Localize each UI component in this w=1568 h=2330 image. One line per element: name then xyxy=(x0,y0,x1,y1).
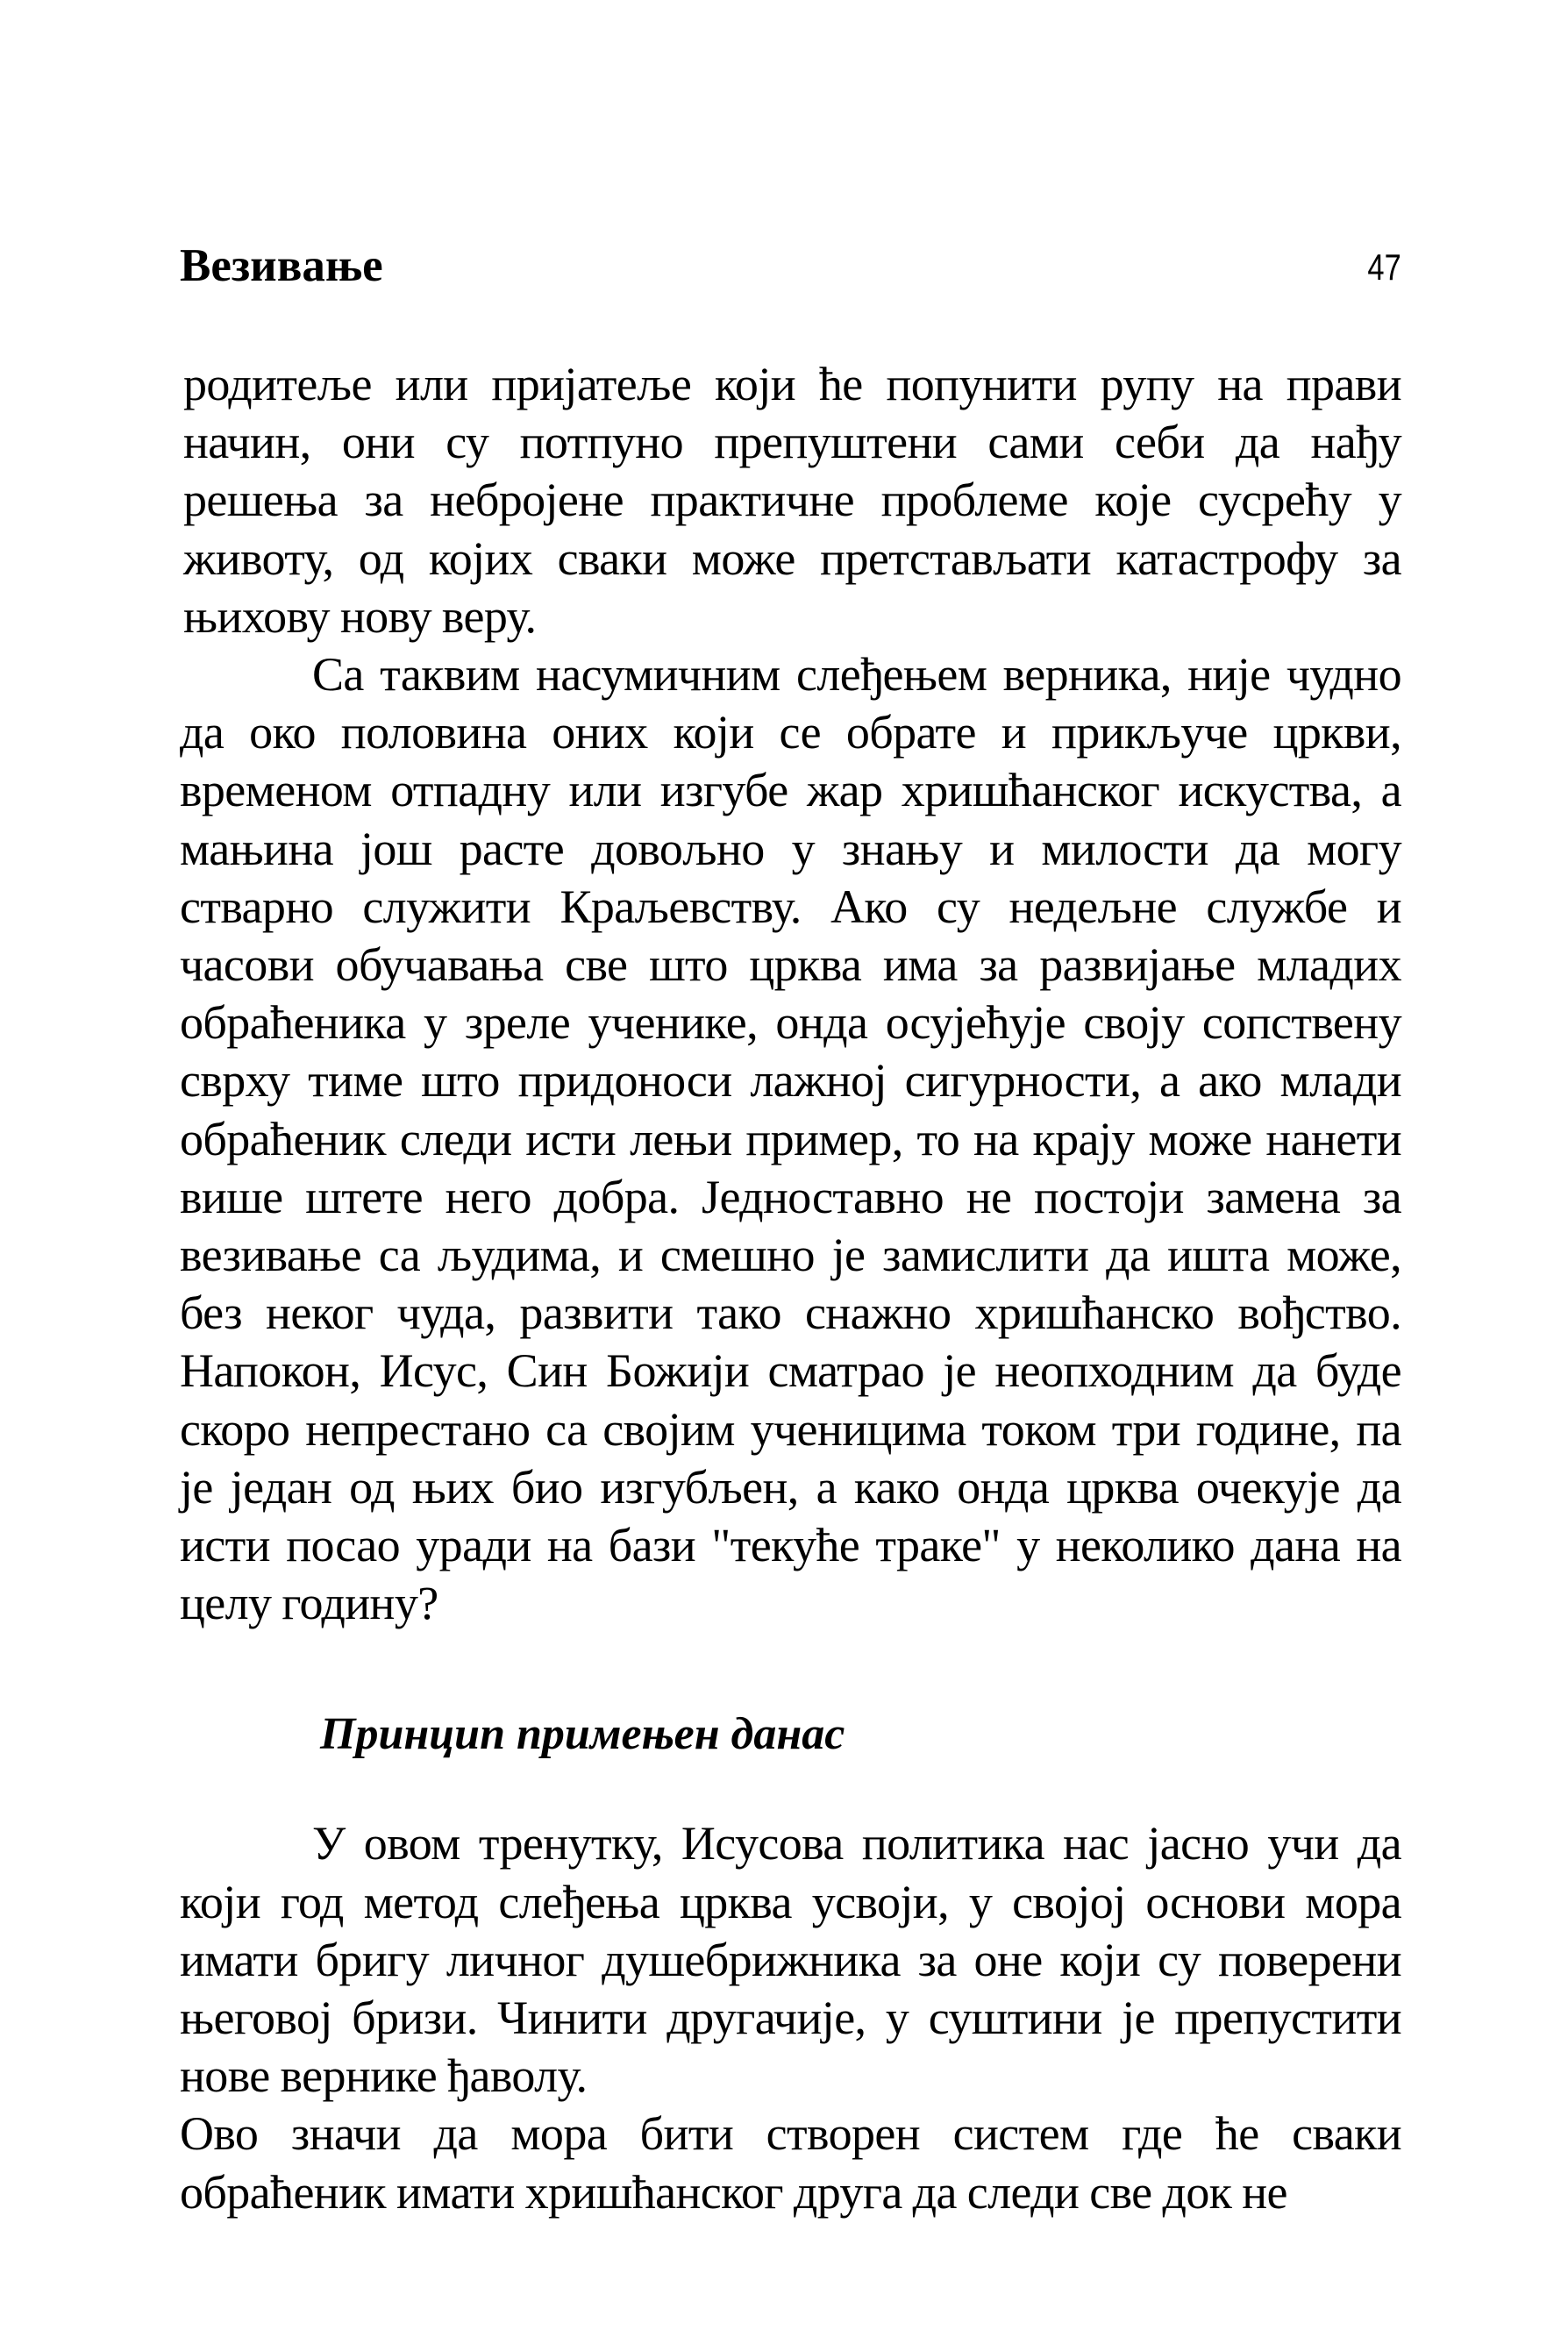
body-text xyxy=(180,355,1401,2221)
chapter-title: Везивање xyxy=(180,240,383,291)
page-number: 47 xyxy=(1367,246,1401,288)
paragraph-continued: родитеље или пријатеље који ће попунити рупу на прави начин, они су потпуно препуштени сами себи да нађу решења за небројене практичне проблеме које сусрећу у животу, од којих сваки може претстављати катастрофу за њихову нову веру. xyxy=(183,358,1401,643)
running-head xyxy=(180,235,1401,296)
section-heading: Принцип примењен данас xyxy=(320,1709,845,1760)
paragraph: У овом тренутку, Исусова политика нас јасно учи да који год метод слеђења црква усвоји, у својој основи мора имати бригу личног душебрижника за оне који су поверени његовој бризи. Чинити другачије, у суштини је препустити нове вернике ђаволу. xyxy=(180,1817,1401,2103)
paragraph: Ово значи да мора бити створен систем где ће сваки обраћеник имати хришћанског друга да следи све док не xyxy=(180,2107,1401,2219)
paragraph: Са таквим насумичним слеђењем верника, није чудно да око половина оних који се обрате и прикључе цркви, временом отпадну или изгубе жар хришћанског искуства, а мањина још расте довољно у знању и милости да могу стварно служити Краљевству. Ако су недељне службе и часови обучавања све што црква има за развијање младих обраћеника у зреле ученике, онда осујећује своју сопствену сврху тиме што придоноси лажној сигурности, а ако млади обраћеник следи исти лењи пример, то на крају може нанети више штете него добра. Једноставно не постоји замена за везивање са људима, и смешно је замислити да ишта може, без неког чуда, развити тако снажно хришћанско вођство. Напокон, Исус, Син Божији сматрао је неопходним да буде скоро непрестано са својим ученицима током три године, па је један од њих био изгубљен, а како онда црква очекује да исти посао уради на бази "текуће траке" у неколико дана на целу годину? xyxy=(180,648,1401,1630)
